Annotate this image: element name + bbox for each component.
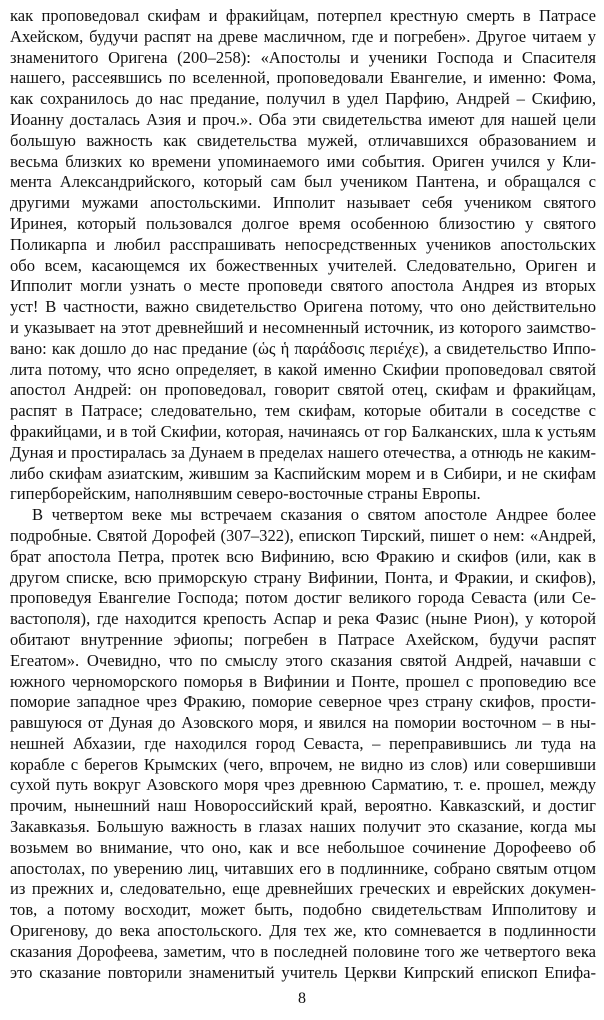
text-line: фракийцами, и в той Скифии, которая, начинаясь от гор Балканских, шла к устьям <box>10 421 596 441</box>
text-line: обо всем, касающемся их божественных учителей. Следовательно, Ориген и <box>10 255 596 275</box>
text-line: и указывает на этот древнейший и несомненный источник, из которого заимство- <box>10 317 596 337</box>
text-line: либо скифам азиатским, жившим за Каспийским морем и в Сибири, и не скифам <box>10 463 596 483</box>
text-line: В четвертом веке мы встречаем сказания о святом апостоле Андрее более <box>32 505 596 525</box>
text-line: сухой путь вокруг Азовского моря чрез древнюю Сарматию, т. е. прошел, между <box>10 775 596 795</box>
text-line: прочим, нынешний наш Новороссийский край, вероятно. Кавказский, и достиг <box>10 796 596 816</box>
text-line: сказания Дорофеева, заметим, что в последней половине того же четвертого века <box>10 941 596 961</box>
text-line: большую важность как свидетельства мужей, отличавшихся образованием и <box>10 130 596 150</box>
paragraph <box>10 505 596 983</box>
text-line: Дуная и простиралась за Дунаем в пределах нашего отечества, а отнюдь не каким- <box>10 442 596 462</box>
page-number: 8 <box>298 990 306 1007</box>
text-line: апостол Андрей: он проповедовал, говорит святой отец, скифам и фракийцам, <box>10 380 596 400</box>
text-line: обитают внутренние эфиопы; погребен в Патрасе Ахейском, будучи распят <box>10 629 596 649</box>
text-line: поморие западное чрез Фракию, поморие северное чрез страну скифов, прости- <box>10 692 596 712</box>
text-line: весьма близких ко времени упоминаемого ими события. Ориген учился у Кли- <box>10 151 596 171</box>
text-line: распят в Патрасе; следовательно, тем скифам, которые обитали в соседстве с <box>10 401 596 421</box>
text-line: Закавказья. Большую важность в глазах наших получит это сказание, когда мы <box>10 817 596 837</box>
paragraph <box>10 6 596 505</box>
text-line: корабле с берегов Крымских (чего, впрочем, не видно из слов) или совершивши <box>10 754 596 774</box>
text-line: южного черноморского поморья в Вифинии и Понте, прошел с проповедию все <box>10 671 596 691</box>
text-line: Иоанну досталась Азия и проч.». Оба эти свидетельства имеют для нашей цели <box>10 109 596 129</box>
text-line: нешней Абхазии, где находился город Севаста, – переправившись ли туда на <box>10 733 596 753</box>
text-line: нашего, рассеявшись по вселенной, проповедовали Евангелие, и именно: Фома, <box>10 68 596 88</box>
text-line: брат апостола Петра, протек всю Вифинию, всю Фракию и скифов (или, как в <box>10 546 596 566</box>
text-line: равшуюся от Дуная до Азовского моря, и явился на помории восточном – в ны- <box>10 713 596 733</box>
text-line: гиперборейским, наполнявшим северо-восточные страны Европы. <box>10 484 481 504</box>
text-line: уст! В частности, важно свидетельство Оригена потому, что оно действительно <box>10 297 596 317</box>
text-line: из прежних и, следовательно, еще древнейших греческих и еврейских докумен- <box>10 879 596 899</box>
text-line: другом списке, всю приморскую страну Вифинии, Понта, и Фракии, и скифов), <box>10 567 596 587</box>
text-line: возьмем во внимание, что оно, как и все небольшое сочинение Дорофеево об <box>10 837 596 857</box>
text-line: как сохранилось до нас предание, получил в удел Парфию, Андрей – Скифию, <box>10 89 596 109</box>
text-line: Егеатом». Очевидно, что по смыслу этого сказания святой Андрей, начавши с <box>10 650 596 670</box>
text-line: лита потому, что ясно определяет, в какой именно Скифии проповедовал святой <box>10 359 596 379</box>
text-line: Ахейском, будучи распят на древе масличном, где и погребен». Другое читаем у <box>10 26 596 46</box>
text-line: Иринея, который пользовался долгое время особенною близостию у святого <box>10 213 596 233</box>
body-text <box>10 6 596 983</box>
text-line: Ипполит могли узнать о месте проповеди святого апостола Андрея из вторых <box>10 276 596 296</box>
text-line: вано: как дошло до нас предание (ὡς ἡ παράδοσις περιέχε), а свидетельство Иппо- <box>10 338 596 358</box>
text-line: другими мужами апостольскими. Ипполит называет себя учеником святого <box>10 193 596 213</box>
text-line: мента Александрийского, который сам был учеником Пантена, и обращался с <box>10 172 596 192</box>
text-line: это сказание повторили знаменитый учитель Церкви Кипрский епископ Епифа- <box>10 962 596 982</box>
text-line: тов, а потому восходит, может быть, подобно свидетельствам Ипполитову и <box>10 900 596 920</box>
text-line: как проповедовал скифам и фракийцам, потерпел крестную смерть в Патрасе <box>10 6 596 25</box>
text-line: апостолах, по уверению лиц, читавших его в подлиннике, собрано святым отцом <box>10 858 596 878</box>
text-line: Оригенову, до века апостольского. Для тех же, кто сомневается в подлинности <box>10 921 596 941</box>
text-line: Поликарпа и любил расспрашивать непосредственных учеников апостольских <box>10 234 596 254</box>
text-line: проповедуя Евангелие Господа; потом достиг великого города Севаста (или Се- <box>10 588 596 608</box>
text-line: знаменитого Оригена (200–258): «Апостолы и ученики Господа и Спасителя <box>10 47 596 67</box>
text-line: вастополя), где находится крепость Аспар и река Фазис (ныне Рион), у которой <box>10 609 596 629</box>
text-line: подробные. Святой Дорофей (307–322), епископ Тирский, пишет о нем: «Андрей, <box>10 525 596 545</box>
